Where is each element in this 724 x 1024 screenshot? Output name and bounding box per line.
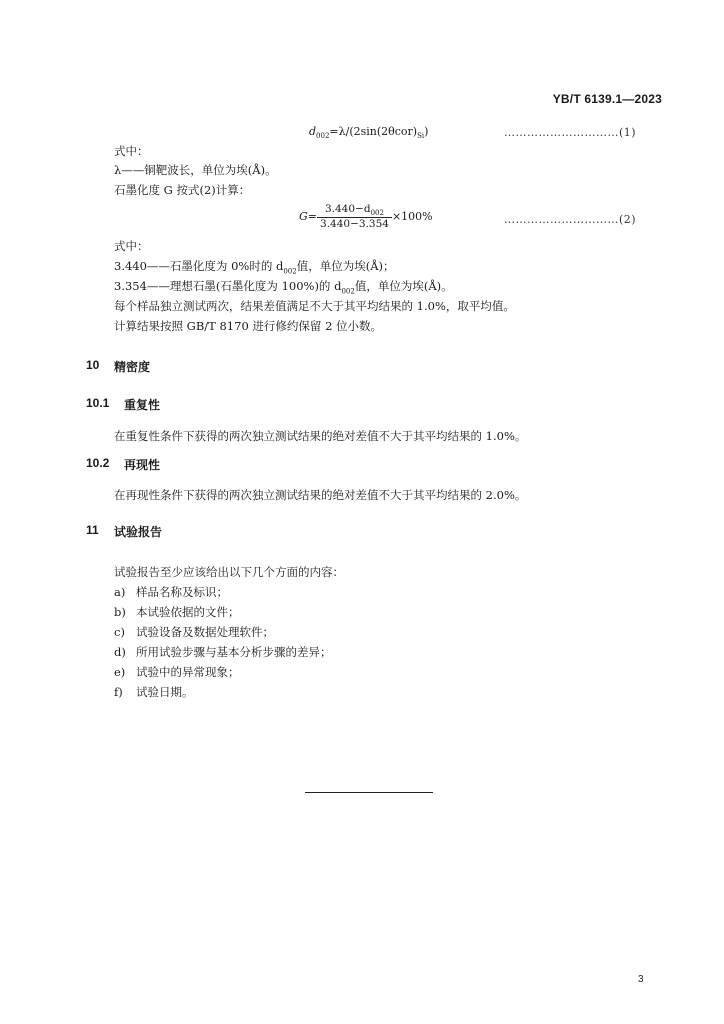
section-10-2-text: 在再现性条件下获得的两次独立测试结果的绝对差值不大于其平均结果的 2.0%。 <box>114 488 527 502</box>
standard-code: YB/T 6139.1—2023 <box>552 92 662 106</box>
section-10-1-title: 重复性 <box>124 398 161 412</box>
definition-3440-pre: 3.440——石墨化度为 0%时的 d <box>114 259 284 273</box>
section-10-1-text: 在重复性条件下获得的两次独立测试结果的绝对差值不大于其平均结果的 1.0%。 <box>114 429 527 443</box>
formula-2-lhs: G= <box>299 210 318 224</box>
report-item <box>114 684 194 700</box>
formula-2-numerator-sub: 002 <box>370 209 384 218</box>
report-item-text: 试验日期。 <box>136 685 194 699</box>
definition-3440-sub: 002 <box>283 267 297 276</box>
section-11-intro: 试验报告至少应该给出以下几个方面的内容： <box>114 565 344 579</box>
formula-1-rhs: =λ/(2sin(2θcor) <box>329 125 418 138</box>
formula-1 <box>309 125 428 140</box>
definition-3354 <box>114 278 453 295</box>
report-item-label: d) <box>114 645 126 659</box>
formula-1-close: ) <box>424 125 429 138</box>
section-10-2-title: 再现性 <box>124 458 161 472</box>
section-10-title: 精密度 <box>114 360 151 374</box>
definition-3354-pre: 3.354——理想石墨(石墨化度为 100%)的 d <box>114 279 342 293</box>
formula-1-rhs-sub: Si <box>417 132 425 141</box>
section-10-1-number: 10.1 <box>86 396 110 410</box>
formula-2-number: …………………………(2) <box>504 213 637 226</box>
formula-2-numerator <box>317 203 392 218</box>
formula-1-lhs-sub: 002 <box>316 132 330 141</box>
definition-3354-post: 值，单位为埃(Å)。 <box>354 279 453 293</box>
report-item <box>114 604 240 620</box>
end-of-standard-rule <box>305 792 433 793</box>
repeat-test-rule: 每个样品独立测试两次，结果差值满足不大于其平均结果的 1.0%，取平均值。 <box>114 299 515 313</box>
report-item-text: 所用试验步骤与基本分析步骤的差异； <box>136 645 332 659</box>
report-item-label: c) <box>114 625 125 639</box>
formula-2-denominator: 3.440−3.354 <box>320 218 389 231</box>
report-item-label: b) <box>114 605 126 619</box>
report-item-text: 试验中的异常现象； <box>136 665 240 679</box>
definition-3440-post: 值，单位为埃(Å)； <box>296 259 395 273</box>
section-10-number: 10 <box>86 358 100 372</box>
report-item <box>114 584 228 600</box>
report-item-text: 样品名称及标识； <box>136 585 228 599</box>
section-10-2-number: 10.2 <box>86 456 110 470</box>
formula-2-tail: ×100% <box>391 210 433 224</box>
g-formula-intro: 石墨化度 G 按式(2)计算： <box>114 183 251 197</box>
where-label-1: 式中： <box>114 144 149 158</box>
formula-1-number: …………………………(1) <box>504 126 637 139</box>
report-item-label: a) <box>114 585 126 599</box>
formula-2-numerator-text: 3.440−d <box>324 203 371 215</box>
report-item-text: 试验设备及数据处理软件； <box>136 625 274 639</box>
definition-3354-sub: 002 <box>341 287 355 296</box>
formula-1-lhs: d <box>309 125 317 138</box>
formula-2-fraction <box>317 203 392 230</box>
definition-3440 <box>114 258 395 275</box>
report-item <box>114 644 332 660</box>
report-item-label: f) <box>114 685 123 699</box>
report-item-label: e) <box>114 665 126 679</box>
section-11-number: 11 <box>86 523 99 537</box>
report-item-text: 本试验依据的文件； <box>136 605 240 619</box>
rounding-rule: 计算结果按照 GB/T 8170 进行修约保留 2 位小数。 <box>114 319 383 333</box>
report-item <box>114 664 240 680</box>
section-11-title: 试验报告 <box>114 525 163 539</box>
lambda-definition: λ——铜靶波长，单位为埃(Å)。 <box>114 163 277 177</box>
formula-2 <box>299 203 433 230</box>
where-label-2: 式中： <box>114 239 149 253</box>
report-item <box>114 624 274 640</box>
page-number: 3 <box>638 974 644 985</box>
